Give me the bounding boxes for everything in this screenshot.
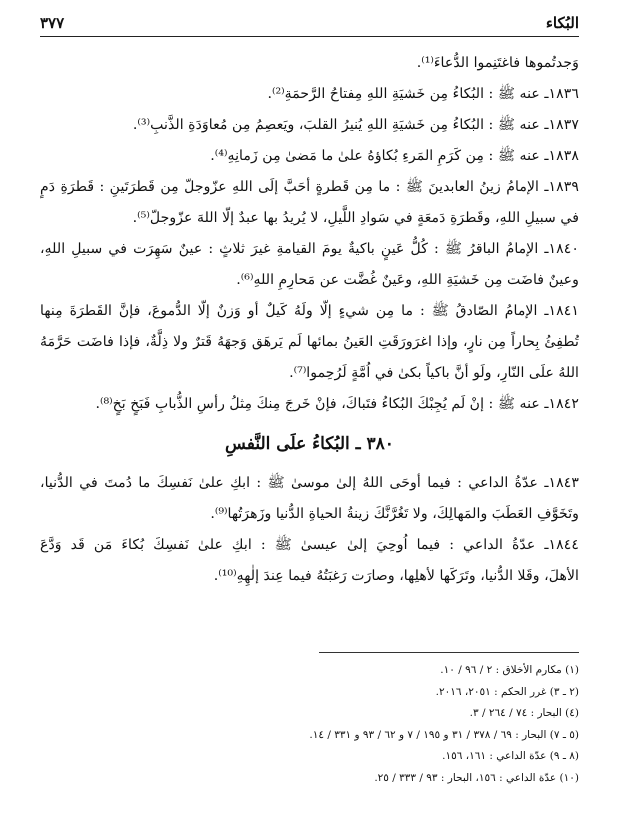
text-line: اللهُ علَى النّارِ، ولَو أنَّ باكياً بكىٰ في اُمَّةٍ لَرُحِموا⁽⁷⁾. xyxy=(289,365,579,381)
running-title: البُكاء xyxy=(545,14,579,32)
hadith-1838: ١٨٣٨ـ عنه ﷺ : مِن كَرَمِ المَرءِ بُكاؤهُ علىٰ ما مَضىٰ مِن زَمانِهِ⁽⁴⁾. xyxy=(210,148,579,164)
hadith-1844: ١٨٤٤ـ عدّةُ الداعي : فيما اُوحِيَ إلىٰ عيسىٰ ﷺ : ابكِ علىٰ نَفسِكَ بُكاءَ مَن قَد وَدَّعَ xyxy=(40,537,579,553)
text-line: تُطفِئُ بِحاراً مِن نارٍ، وإذا اغرَورَقَتِ العَينُ بمائها لَم يَرهَق وَجهَهُ قَترٌ ولا ذِلَّةٌ، فإذا فاضَت حَرَّمَهُ xyxy=(40,334,579,350)
footnote: (١٠) عدّة الداعي : ١٥٦، البحار : ٩٣ / ٣٣٣ / ٢٥. xyxy=(374,771,579,784)
page-header xyxy=(40,14,579,37)
text-line: وعينٌ فاضَت مِن خَشيَةِ اللهِ، وعَينٌ غُضَّت عن مَحارِمِ اللهِ⁽⁶⁾. xyxy=(236,272,579,288)
footnotes xyxy=(40,660,579,789)
text-line: وتَخَوَّفِ العَطَبَ والمَهالِكَ، ولا تَغُرَّنَّكَ زينةُ الحياةِ الدُّنيا وزَهرَتُها⁽⁹⁾. xyxy=(210,506,579,522)
main-text xyxy=(40,48,579,592)
hadith-1843: ١٨٤٣ـ عدّةُ الداعي : فيما أوحَى اللهُ إلىٰ موسىٰ ﷺ : ابكِ علىٰ نَفسِكَ ما دُمتَ في الدُّنيا، xyxy=(40,475,579,491)
footnote: (٤) البحار : ٧٤ / ٢٦٤ / ٣. xyxy=(469,707,579,719)
text-line: في سبيلِ اللهِ، وقَطرَةِ دَمعَةٍ في سَوادِ اللَّيلِ، لا يُريدُ بها عبدٌ إلّا اللهَ عزّوجلّ⁽⁵⁾. xyxy=(132,210,579,226)
hadith-1840: ١٨٤٠ـ الإمامُ الباقرُ ﷺ : كُلُّ عَينٍ باكيةٌ يومَ القيامةِ غيرَ ثلاثٍ : عينٌ سَهِرَت في سبيلِ اللهِ، xyxy=(40,241,579,257)
footnote: (٥ ـ ٧) البحار : ٦٩ / ٣٧٨ / ٣١ و ١٩٥ / ٧ و ٦٢ / ٩٣ و ٣٣١ / ١٤. xyxy=(309,728,579,741)
footnote-separator xyxy=(319,652,579,653)
section-heading: ٣٨٠ ـ البُكاءُ علَى النَّفسِ xyxy=(225,434,394,454)
hadith-1837: ١٨٣٧ـ عنه ﷺ : البُكاءُ مِن خَشيَةِ اللهِ يُنيرُ القلبَ، ويَعصِمُ مِن مُعاوَدَةِ الذَّنبِ⁽³⁾. xyxy=(132,117,579,133)
text-line: وَجدتُموها فاغتَنِموا الدُّعاءَ⁽¹⁾. xyxy=(416,55,579,71)
footnote: (٨ ـ ٩) عدّة الداعي : ١٦١، ١٥٦. xyxy=(442,750,579,762)
hadith-1842: ١٨٤٢ـ عنه ﷺ : إنْ لَم يُجِبْكَ البُكاءُ فتَباكَ، فإنْ خَرجَ مِنكَ مِثلُ رأسِ الذُّبابِ فَبَخٍ بَخٍ⁽⁸⁾. xyxy=(95,396,579,412)
page-number: ٣٧٧ xyxy=(40,14,65,32)
hadith-1836: ١٨٣٦ـ عنه ﷺ : البُكاءُ مِن خَشيَةِ اللهِ مِفتاحُ الرَّحمَةِ⁽²⁾. xyxy=(267,86,579,102)
footnote: (٢ ـ ٣) غرر الحكم : ٢٠٥١، ٢٠١٦. xyxy=(435,685,579,698)
footnote: (١) مكارم الأخلاق : ٢ / ٩٦ / ١٠. xyxy=(440,664,579,676)
hadith-1841: ١٨٤١ـ الإمامُ الصّادقُ ﷺ : ما مِن شيءٍ إلّا ولَهُ كَيلٌ أو وَزنٌ إلّا الدُّموعَ، فإنَّ القَطرَةَ مِنها xyxy=(40,303,579,319)
text-line: الأهلَ، وقَلا الدُّنيا، وتَرَكَها لأهلِها، وصارَت رَغبَتُهُ فيما عِندَ إلٰهِهِ⁽¹⁰⁾. xyxy=(213,568,579,584)
hadith-1839: ١٨٣٩ـ الإمامُ زينُ العابدينَ ﷺ : ما مِن قَطرةٍ أحَبَّ إلَى اللهِ عزّوجلّ مِن قَطرَتَينِ : قَطرَةِ دَمٍ xyxy=(40,179,579,195)
